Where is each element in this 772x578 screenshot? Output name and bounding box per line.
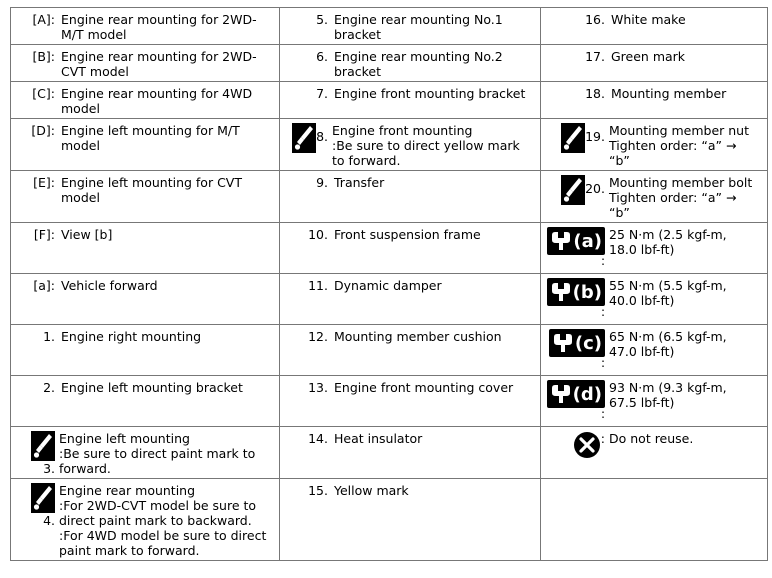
legend-row bbox=[11, 82, 768, 119]
entry-text: Engine rear mounting for 2WD- CVT model bbox=[61, 49, 257, 79]
legend-cell bbox=[11, 376, 280, 427]
entry-colon: : bbox=[600, 356, 605, 370]
entry-colon: : bbox=[600, 305, 605, 319]
legend-row bbox=[11, 274, 768, 325]
grease-icon bbox=[31, 431, 55, 461]
torque-wrench-icon bbox=[547, 380, 605, 408]
entry-text: Engine right mounting bbox=[61, 329, 202, 344]
legend-cell bbox=[280, 45, 541, 82]
entry-key bbox=[284, 329, 334, 344]
torque-wrench-icon bbox=[549, 329, 605, 357]
entry-text: Engine rear mounting No.2 bracket bbox=[334, 49, 503, 79]
entry-key bbox=[15, 483, 59, 528]
legend-cell bbox=[11, 82, 280, 119]
entry-key bbox=[284, 380, 334, 395]
legend-row bbox=[11, 8, 768, 45]
legend-cell bbox=[11, 427, 280, 479]
grease-icon bbox=[31, 483, 55, 513]
entry-number: 17. bbox=[585, 49, 605, 64]
legend-cell bbox=[11, 274, 280, 325]
entry-text: Engine left mounting for CVT model bbox=[61, 175, 242, 205]
legend-entry bbox=[15, 123, 275, 153]
entry-text: 65 N·m (6.5 kgf-m, 47.0 lbf-ft) bbox=[609, 329, 727, 359]
entry-text: Vehicle forward bbox=[61, 278, 158, 293]
legend-table bbox=[10, 7, 768, 561]
legend-cell bbox=[541, 82, 768, 119]
legend-entry bbox=[284, 86, 536, 101]
legend-row bbox=[11, 325, 768, 376]
entry-key bbox=[545, 380, 609, 420]
legend-row bbox=[11, 119, 768, 171]
grease-icon bbox=[561, 123, 585, 153]
legend-cell bbox=[541, 479, 768, 561]
legend-entry bbox=[545, 86, 763, 101]
entry-text: Mounting member bbox=[611, 86, 727, 101]
entry-number: 1. bbox=[43, 329, 55, 344]
entry-number: [C]: bbox=[32, 86, 55, 101]
torque-label: (b) bbox=[572, 281, 602, 303]
entry-number: [B]: bbox=[32, 49, 55, 64]
legend-body bbox=[11, 8, 768, 561]
entry-key bbox=[15, 86, 61, 101]
entry-text: 93 N·m (9.3 kgf-m, 67.5 lbf-ft) bbox=[609, 380, 727, 410]
legend-row bbox=[11, 427, 768, 479]
legend-cell bbox=[11, 325, 280, 376]
entry-number: 13. bbox=[308, 380, 328, 395]
entry-number: [E]: bbox=[33, 175, 55, 190]
torque-wrench-icon bbox=[547, 278, 605, 306]
entry-text: Engine left mounting bracket bbox=[61, 380, 243, 395]
legend-row bbox=[11, 376, 768, 427]
legend-entry bbox=[15, 380, 275, 395]
legend-entry bbox=[284, 123, 536, 168]
legend-entry bbox=[15, 431, 275, 476]
legend-entry bbox=[545, 380, 763, 420]
legend-cell bbox=[280, 376, 541, 427]
entry-key bbox=[284, 431, 334, 446]
entry-key bbox=[545, 175, 609, 205]
entry-text: Front suspension frame bbox=[334, 227, 481, 242]
legend-entry bbox=[284, 380, 536, 395]
legend-entry bbox=[15, 86, 275, 116]
legend-entry bbox=[545, 175, 763, 220]
legend-cell bbox=[280, 427, 541, 479]
entry-text: 55 N·m (5.5 kgf-m, 40.0 lbf-ft) bbox=[609, 278, 727, 308]
entry-text: Engine rear mounting No.1 bracket bbox=[334, 12, 503, 42]
legend-entry bbox=[284, 175, 536, 190]
legend-cell bbox=[541, 119, 768, 171]
legend-entry bbox=[15, 175, 275, 205]
entry-key bbox=[15, 12, 61, 27]
entry-key bbox=[15, 380, 61, 395]
legend-cell bbox=[541, 427, 768, 479]
entry-key bbox=[545, 86, 611, 101]
legend-entry bbox=[15, 329, 275, 344]
torque-label: (d) bbox=[572, 383, 602, 405]
entry-text: Engine rear mounting for 4WD model bbox=[61, 86, 253, 116]
legend-cell bbox=[541, 171, 768, 223]
entry-key bbox=[284, 278, 334, 293]
entry-text: Engine left mounting for M/T model bbox=[61, 123, 240, 153]
entry-key bbox=[15, 278, 61, 293]
legend-cell bbox=[11, 45, 280, 82]
entry-number: 6. bbox=[316, 49, 328, 64]
legend-row bbox=[11, 45, 768, 82]
entry-key bbox=[545, 123, 609, 153]
do-not-reuse-icon bbox=[573, 431, 601, 462]
entry-number: 3. bbox=[43, 461, 55, 476]
legend-entry bbox=[284, 278, 536, 293]
entry-number: 5. bbox=[316, 12, 328, 27]
entry-key bbox=[545, 227, 609, 267]
entry-colon: : bbox=[600, 431, 605, 446]
legend-row bbox=[11, 223, 768, 274]
entry-text: Engine left mounting :Be sure to direct paint mark to forward. bbox=[59, 431, 256, 476]
entry-key bbox=[284, 227, 334, 242]
legend-entry bbox=[545, 431, 763, 462]
legend-entry bbox=[15, 483, 275, 558]
entry-number: [A]: bbox=[32, 12, 55, 27]
entry-text: Mounting member bolt Tighten order: “a” → “b” bbox=[609, 175, 753, 220]
entry-number: 18. bbox=[585, 86, 605, 101]
torque-label: (c) bbox=[574, 332, 602, 354]
legend-entry bbox=[284, 227, 536, 242]
entry-number: 10. bbox=[308, 227, 328, 242]
entry-text: Engine rear mounting :For 2WD-CVT model be sure to direct paint mark to backward. :For 4WD model be sure to direct paint mark to forward. bbox=[59, 483, 267, 558]
legend-entry bbox=[545, 329, 763, 369]
entry-key bbox=[15, 123, 61, 138]
legend-entry bbox=[284, 483, 536, 498]
entry-number: 19. bbox=[585, 129, 605, 144]
legend-entry bbox=[284, 12, 536, 42]
legend-cell bbox=[541, 223, 768, 274]
legend-entry bbox=[284, 431, 536, 446]
entry-key bbox=[15, 431, 59, 476]
entry-number: [D]: bbox=[31, 123, 55, 138]
entry-number: 7. bbox=[316, 86, 328, 101]
entry-number: 15. bbox=[308, 483, 328, 498]
entry-number: [F]: bbox=[33, 227, 55, 242]
entry-key bbox=[15, 175, 61, 190]
legend-entry bbox=[15, 49, 275, 79]
legend-entry bbox=[15, 227, 275, 242]
legend-row bbox=[11, 479, 768, 561]
entry-key bbox=[545, 12, 611, 27]
legend-cell bbox=[541, 8, 768, 45]
entry-number: 14. bbox=[308, 431, 328, 446]
entry-text: Engine front mounting bracket bbox=[334, 86, 526, 101]
entry-text: View [b] bbox=[61, 227, 113, 242]
legend-cell bbox=[541, 45, 768, 82]
legend-cell bbox=[280, 274, 541, 325]
entry-key bbox=[15, 227, 61, 242]
entry-text: Heat insulator bbox=[334, 431, 423, 446]
entry-text: Do not reuse. bbox=[609, 431, 694, 446]
legend-cell bbox=[280, 119, 541, 171]
legend-entry bbox=[545, 227, 763, 267]
torque-label: (a) bbox=[573, 230, 602, 252]
entry-number: 12. bbox=[308, 329, 328, 344]
entry-text: Engine front mounting cover bbox=[334, 380, 514, 395]
entry-text: 25 N·m (2.5 kgf-m, 18.0 lbf-ft) bbox=[609, 227, 727, 257]
entry-text: White make bbox=[611, 12, 686, 27]
legend-cell bbox=[280, 479, 541, 561]
grease-icon bbox=[292, 123, 316, 153]
legend-entry bbox=[545, 123, 763, 168]
legend-cell bbox=[11, 171, 280, 223]
entry-key bbox=[284, 12, 334, 27]
entry-number: 16. bbox=[585, 12, 605, 27]
legend-entry bbox=[545, 12, 763, 27]
legend-cell bbox=[280, 8, 541, 45]
entry-key bbox=[284, 175, 334, 190]
entry-text: Dynamic damper bbox=[334, 278, 442, 293]
entry-text: Yellow mark bbox=[334, 483, 409, 498]
entry-key bbox=[545, 329, 609, 369]
entry-key bbox=[15, 329, 61, 344]
entry-text: Green mark bbox=[611, 49, 686, 64]
legend-cell bbox=[11, 8, 280, 45]
entry-text: Transfer bbox=[334, 175, 385, 190]
entry-key bbox=[284, 49, 334, 64]
legend-cell bbox=[541, 376, 768, 427]
torque-wrench-icon bbox=[547, 227, 605, 255]
legend-entry bbox=[545, 278, 763, 318]
legend-cell bbox=[11, 119, 280, 171]
legend-cell bbox=[11, 223, 280, 274]
legend-entry bbox=[15, 12, 275, 42]
entry-number: 8. bbox=[316, 129, 328, 144]
entry-key bbox=[15, 49, 61, 64]
entry-key bbox=[284, 86, 334, 101]
entry-number: 20. bbox=[585, 181, 605, 196]
entry-text: Engine rear mounting for 2WD- M/T model bbox=[61, 12, 257, 42]
entry-text: Mounting member cushion bbox=[334, 329, 502, 344]
entry-colon: : bbox=[600, 407, 605, 421]
entry-text: Engine front mounting :Be sure to direct yellow mark to forward. bbox=[332, 123, 520, 168]
legend-cell bbox=[280, 82, 541, 119]
entry-key bbox=[545, 431, 609, 462]
legend-cell bbox=[280, 171, 541, 223]
entry-colon: : bbox=[600, 254, 605, 268]
legend-entry bbox=[284, 49, 536, 79]
entry-key bbox=[545, 49, 611, 64]
entry-key bbox=[284, 123, 332, 153]
legend-entry bbox=[284, 329, 536, 344]
legend-cell bbox=[280, 325, 541, 376]
entry-number: [a]: bbox=[33, 278, 55, 293]
grease-icon bbox=[561, 175, 585, 205]
legend-cell bbox=[541, 325, 768, 376]
entry-key bbox=[284, 483, 334, 498]
entry-number: 11. bbox=[308, 278, 328, 293]
legend-cell bbox=[541, 274, 768, 325]
legend-row bbox=[11, 171, 768, 223]
legend-entry bbox=[15, 278, 275, 293]
legend-cell bbox=[280, 223, 541, 274]
entry-number: 9. bbox=[316, 175, 328, 190]
entry-number: 2. bbox=[43, 380, 55, 395]
entry-number: 4. bbox=[43, 513, 55, 528]
entry-text: Mounting member nut Tighten order: “a” → “b” bbox=[609, 123, 750, 168]
legend-cell bbox=[11, 479, 280, 561]
entry-key bbox=[545, 278, 609, 318]
legend-entry bbox=[545, 49, 763, 64]
